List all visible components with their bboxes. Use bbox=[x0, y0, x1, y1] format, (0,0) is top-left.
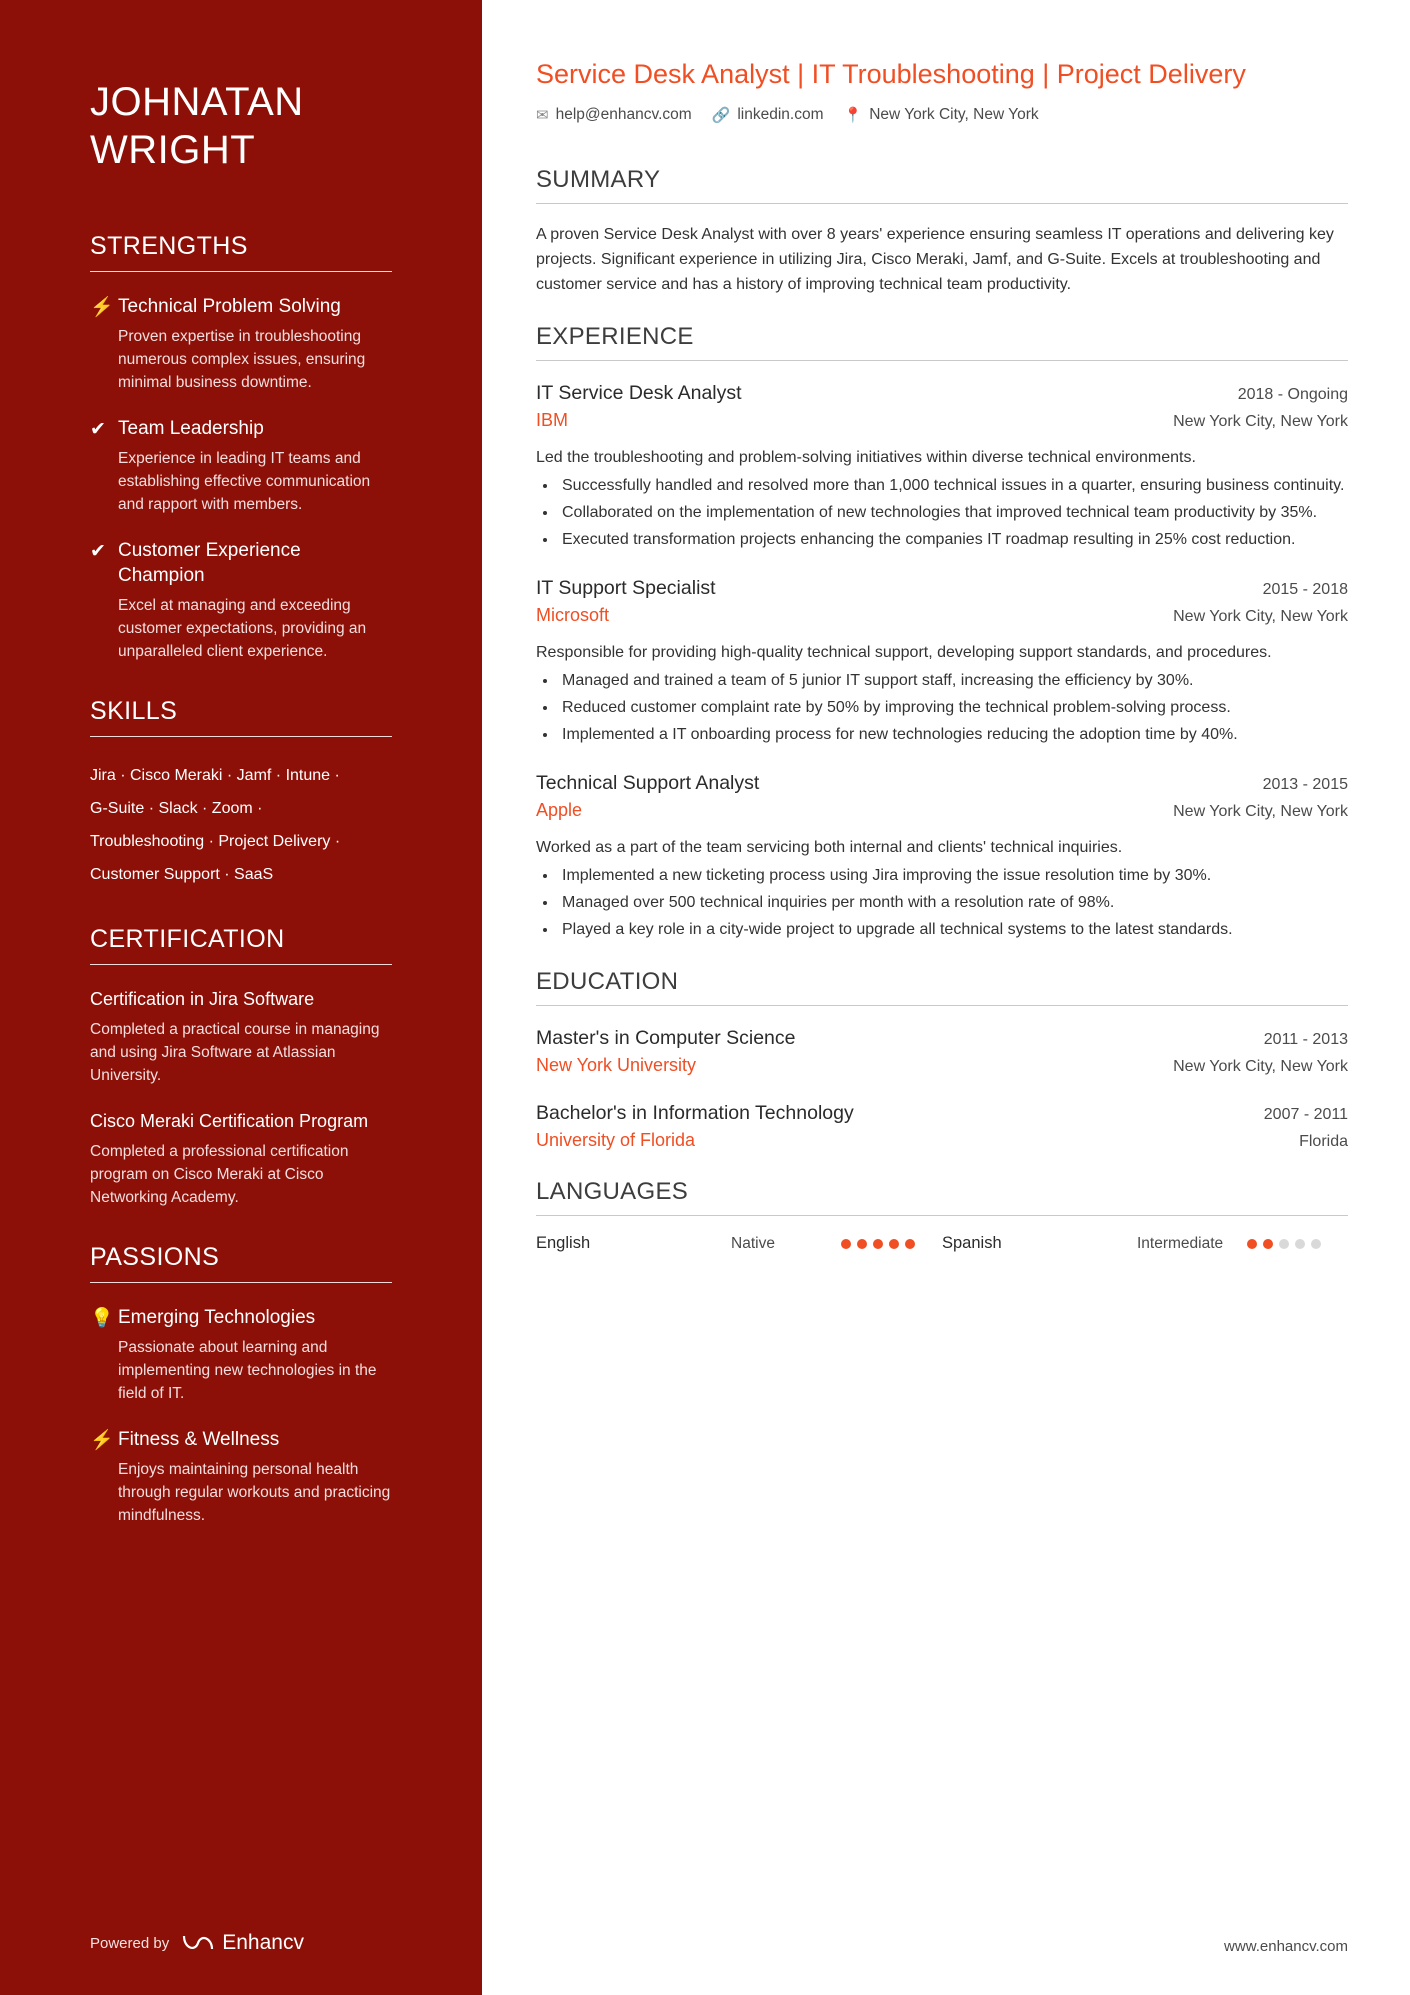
powered-by-footer bbox=[90, 1931, 304, 1955]
experience-section bbox=[536, 323, 1348, 942]
contact-linkedin[interactable] bbox=[712, 106, 824, 124]
certification-name: Certification in Jira Software bbox=[90, 989, 315, 1009]
bullet-item: • Collaborated on the implementation of new technologies that improved technical team productivity by 35%. bbox=[558, 501, 1348, 525]
passion-description: Passionate about learning and implementing new technologies in the field of IT. bbox=[118, 1339, 377, 1402]
experience-date: 2018 - Ongoing bbox=[1237, 386, 1348, 403]
certification-item bbox=[90, 987, 392, 1087]
strength-item bbox=[90, 538, 392, 663]
headline: Service Desk Analyst | IT Troubleshooting | Project Delivery bbox=[536, 59, 1246, 89]
strength-description: Excel at managing and exceeding customer expectations, providing an unparalleled client experience. bbox=[118, 597, 367, 660]
summary-text: A proven Service Desk Analyst with over 8 years' experience ensuring seamless IT operations and delivering key projects. Significant experience in utilizing Jira, Cisco Meraki, Jamf, and G-Suite. Excels at troubleshooting and customer service and has a history of improving technical team productivity. bbox=[536, 226, 1334, 293]
check-icon: ✔ bbox=[90, 541, 106, 562]
experience-job-title: IT Support Specialist bbox=[536, 577, 716, 599]
education-entry bbox=[536, 1024, 1348, 1077]
experience-company: Apple bbox=[536, 800, 583, 820]
experience-location: New York City, New York bbox=[1173, 608, 1348, 625]
website-footer: www.enhancv.com bbox=[1224, 1938, 1348, 1955]
candidate-name: JOHNATAN WRIGHT bbox=[90, 80, 304, 172]
education-degree: Master's in Computer Science bbox=[536, 1027, 796, 1049]
languages-title: LANGUAGES bbox=[536, 1178, 1348, 1216]
contact-location bbox=[844, 106, 1039, 124]
contact-email-text: help@enhancv.com bbox=[555, 106, 692, 123]
experience-title: EXPERIENCE bbox=[536, 323, 1348, 361]
language-level: Native bbox=[731, 1234, 775, 1252]
bullet-item: • Implemented a IT onboarding process for new technologies reducing the adoption time by 40%. bbox=[558, 723, 1348, 747]
link-icon: 🔗 bbox=[711, 107, 731, 124]
location-pin-icon: 📍 bbox=[843, 107, 863, 124]
enhancv-glyph-icon bbox=[181, 1932, 215, 1954]
certification-title: CERTIFICATION bbox=[90, 925, 392, 965]
strength-description: Proven expertise in troubleshooting numerous complex issues, ensuring minimal business downtime. bbox=[118, 328, 366, 391]
experience-bullets bbox=[536, 669, 1348, 747]
certification-description: Completed a professional certification program on Cisco Meraki at Cisco Networking Academy. bbox=[90, 1143, 349, 1206]
strength-title: Technical Problem Solving bbox=[118, 296, 341, 317]
education-location: Florida bbox=[1299, 1133, 1348, 1150]
skills-line: G-Suite · Slack · Zoom · bbox=[90, 800, 263, 817]
language-name: English bbox=[536, 1234, 591, 1252]
enhancv-logo bbox=[181, 1931, 304, 1955]
language-name: Spanish bbox=[942, 1234, 1002, 1252]
strength-item bbox=[90, 294, 392, 394]
experience-company: Microsoft bbox=[536, 605, 610, 625]
sidebar bbox=[0, 0, 482, 1995]
experience-job-title: IT Service Desk Analyst bbox=[536, 382, 742, 404]
language-level: Intermediate bbox=[1137, 1234, 1224, 1252]
experience-bullets bbox=[536, 864, 1348, 942]
passions-title: PASSIONS bbox=[90, 1243, 392, 1283]
certification-section bbox=[90, 925, 392, 1209]
bullet-item: • Successfully handled and resolved more than 1,000 technical issues in a quarter, ensuring business continuity. bbox=[558, 474, 1348, 498]
strength-item bbox=[90, 416, 392, 516]
experience-date: 2013 - 2015 bbox=[1262, 776, 1348, 793]
strengths-section bbox=[90, 232, 392, 663]
strength-description: Experience in leading IT teams and establishing effective communication and rapport with members. bbox=[118, 450, 371, 513]
strengths-title: STRENGTHS bbox=[90, 232, 392, 272]
strength-title: Team Leadership bbox=[118, 418, 264, 439]
language-item bbox=[942, 1234, 1348, 1253]
education-school: University of Florida bbox=[536, 1130, 696, 1150]
experience-company: IBM bbox=[536, 410, 569, 430]
powered-by-label: Powered by bbox=[90, 1934, 170, 1952]
experience-job-title: Technical Support Analyst bbox=[536, 772, 760, 794]
passion-item bbox=[90, 1305, 392, 1405]
education-title: EDUCATION bbox=[536, 968, 1348, 1006]
education-entry bbox=[536, 1099, 1348, 1152]
contact-location-text: New York City, New York bbox=[869, 106, 1039, 123]
strength-title: Customer Experience Champion bbox=[118, 540, 301, 586]
skills-line: Troubleshooting · Project Delivery · bbox=[90, 833, 341, 850]
language-rating-dots bbox=[841, 1239, 915, 1249]
passion-title: Fitness & Wellness bbox=[118, 1429, 280, 1450]
bullet-item: • Played a key role in a city-wide project to upgrade all technical systems to the latest standards. bbox=[558, 918, 1348, 942]
experience-entry bbox=[536, 574, 1348, 747]
skills-line: Jira · Cisco Meraki · Jamf · Intune · bbox=[90, 767, 340, 784]
certification-description: Completed a practical course in managing and using Jira Software at Atlassian University. bbox=[90, 1021, 380, 1084]
experience-location: New York City, New York bbox=[1173, 803, 1348, 820]
main-content bbox=[482, 0, 1410, 1995]
education-date: 2011 - 2013 bbox=[1263, 1031, 1348, 1048]
experience-bullets bbox=[536, 474, 1348, 552]
certification-name: Cisco Meraki Certification Program bbox=[90, 1111, 369, 1131]
experience-description: Worked as a part of the team servicing both internal and clients' technical inquiries. bbox=[536, 839, 1123, 856]
summary-title: SUMMARY bbox=[536, 166, 1348, 204]
experience-description: Led the troubleshooting and problem-solving initiatives within diverse technical environments. bbox=[536, 449, 1196, 466]
experience-entry bbox=[536, 379, 1348, 552]
skills-section bbox=[90, 697, 392, 891]
passion-title: Emerging Technologies bbox=[118, 1307, 316, 1328]
skills-line: Customer Support · SaaS bbox=[90, 866, 274, 883]
contact-linkedin-text: linkedin.com bbox=[737, 106, 824, 123]
skills-title: SKILLS bbox=[90, 697, 392, 737]
bullet-item: • Managed and trained a team of 5 junior IT support staff, increasing the efficiency by 30%. bbox=[558, 669, 1348, 693]
experience-location: New York City, New York bbox=[1173, 413, 1348, 430]
experience-entry bbox=[536, 769, 1348, 942]
email-icon: ✉ bbox=[536, 107, 549, 124]
experience-description: Responsible for providing high-quality technical support, developing support standards, and procedures. bbox=[536, 644, 1272, 661]
education-section bbox=[536, 968, 1348, 1152]
education-date: 2007 - 2011 bbox=[1263, 1106, 1348, 1123]
contact-row bbox=[536, 106, 1348, 124]
bullet-item: • Executed transformation projects enhancing the companies IT roadmap resulting in 25% cost reduction. bbox=[558, 528, 1348, 552]
bullet-item: • Implemented a new ticketing process using Jira improving the issue resolution time by 30%. bbox=[558, 864, 1348, 888]
passions-section bbox=[90, 1243, 392, 1527]
education-school: New York University bbox=[536, 1055, 697, 1075]
contact-email[interactable] bbox=[536, 106, 692, 124]
check-icon: ✔ bbox=[90, 419, 106, 440]
bolt-icon: ⚡ bbox=[90, 297, 114, 318]
education-degree: Bachelor's in Information Technology bbox=[536, 1102, 854, 1124]
lightbulb-icon: 💡 bbox=[90, 1308, 114, 1329]
languages-section bbox=[536, 1178, 1348, 1253]
bullet-item: • Reduced customer complaint rate by 50% by improving the technical problem-solving process. bbox=[558, 696, 1348, 720]
language-item bbox=[536, 1234, 942, 1253]
enhancv-brand-text: Enhancv bbox=[222, 1931, 304, 1954]
certification-item bbox=[90, 1109, 392, 1209]
experience-date: 2015 - 2018 bbox=[1262, 581, 1348, 598]
bolt-icon: ⚡ bbox=[90, 1430, 114, 1451]
languages-row bbox=[536, 1234, 1348, 1253]
education-location: New York City, New York bbox=[1173, 1058, 1348, 1075]
language-rating-dots bbox=[1247, 1239, 1321, 1249]
passion-item bbox=[90, 1427, 392, 1527]
passion-description: Enjoys maintaining personal health through regular workouts and practicing mindfulness. bbox=[118, 1461, 391, 1524]
summary-section bbox=[536, 166, 1348, 297]
bullet-item: • Managed over 500 technical inquiries per month with a resolution rate of 98%. bbox=[558, 891, 1348, 915]
